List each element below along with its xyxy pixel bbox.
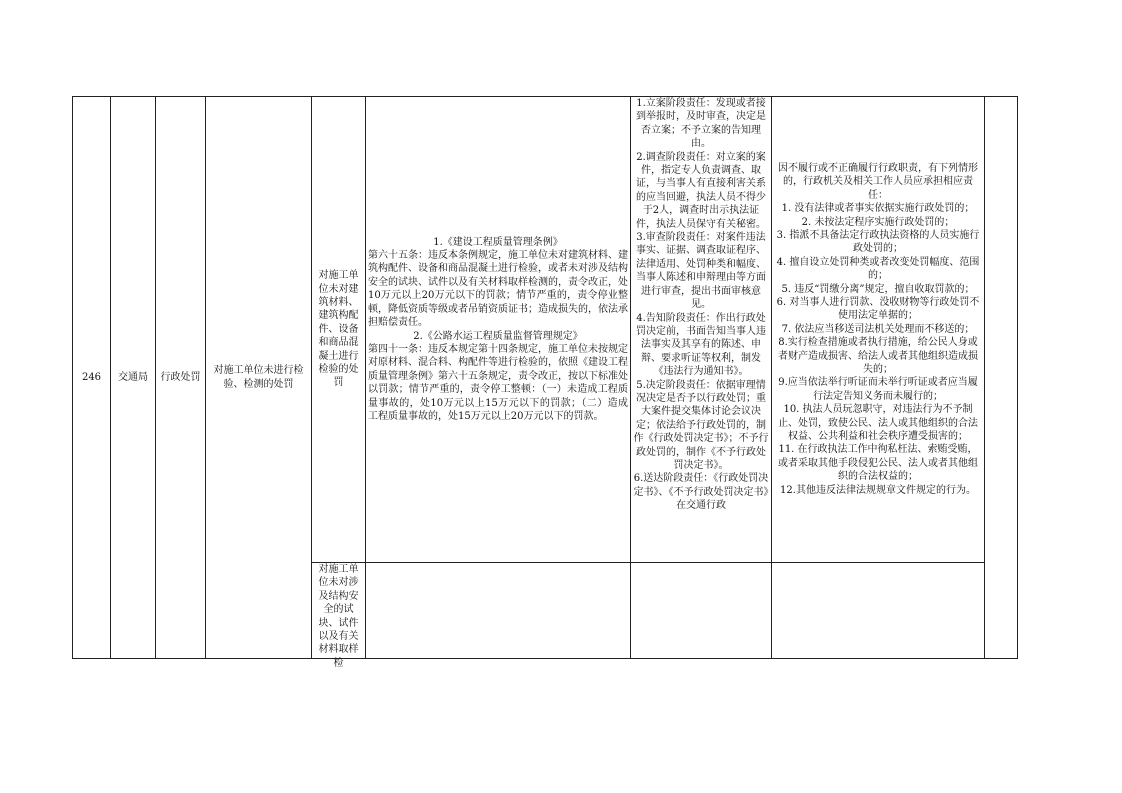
duty-line: 3.审查阶段责任：对案件违法事实、证据、调查取证程序、法律适用、处罚种类和幅度、当事人陈述和申辩理由等方面进行审查，提出书面审核意见。 [636,232,766,311]
liability-cell [772,97,985,563]
liability-cell [772,563,985,659]
basis-line: 2.《公路水运工程质量监督管理规定》 [413,330,583,342]
liability-line: 9.应当依法举行听证而未举行听证或者应当履行法定告知义务而未履行的； [778,377,978,402]
liability-line: 5. 违反“罚缴分离”规定，擅自收取罚款的； [781,283,975,295]
remark-cell [985,97,1018,659]
liability-line: 10. 执法人员玩忽职守，对违法行为不予制止、处罚，致使公民、法人或其他组织的合法权益、公共利益和社会秩序遭受损害的； [778,404,978,443]
duty-cell [631,563,772,659]
basis-line: 第六十五条：违反本条例规定，施工单位未对建筑材料、建筑构配件、设备和商品混凝土进行检验，或者未对涉及结构安全的试块、试件以及有关材料取样检测的，责令改正，处10万元以上20万元以下的罚款；情节严重的，责令停业整顿，降低资质等级或者吊销资质证书；造成损失的，依法承担赔偿责任。 [368,250,628,329]
power-type-cell: 行政处罚 [156,97,206,659]
liability-line: 11. 在行政执法工作中徇私枉法、索贿受贿，或者采取其他手段侵犯公民、法人或者其他组织的合法权益的； [778,444,978,483]
liability-line: 6. 对当事人进行罚款、没收财物等行政处罚不使用法定单据的； [776,296,980,322]
duty-cell [631,97,772,563]
liability-line: 3. 指派不具备法定行政执法资格的人员实施行政处罚的； [776,229,980,255]
sub-item-text: 对施工单位未对建筑材料、建筑构配件、设备和商品混凝土进行检验的处罚 [318,270,359,389]
sub-item-cell [312,97,366,563]
power-list-table [72,96,1018,669]
basis-line: 1.《建设工程质量管理条例》 [433,236,563,248]
liability-line: 4. 擅自设立处罚种类或者改变处罚幅度、范围的； [776,256,980,282]
duty-line: 5.决定阶段责任：依据审理情况决定是否予以行政处罚；重大案件提交集体讨论会议决定；依法给予行政处罚的，制作《行政处罚决定书》；不予行政处罚的，制作《不予行政处罚决定书》。 [633,379,769,471]
duty-line: 1.立案阶段责任：发现或者接到举报时，及时审查，决定是否立案；不予立案的告知理由。 [636,98,766,150]
liability-line: 2. 未按法定程序实施行政处罚的； [801,216,955,228]
liability-line: 12.其他违反法律法规规章文件规定的行为。 [780,484,976,496]
duty-line: 2.调查阶段责任：对立案的案件，指定专人负责调查、取证，与当事人有直接利害关系的应当回避，执法人员不得少于2人，调查时出示执法证件，执法人员保守有关秘密。 [636,151,766,230]
legal-basis-cell [366,97,631,563]
basis-line: 第四十一条：违反本规定第十四条规定，施工单位未按规定对原材料、混合料、构配件等进行检验的，依照《建设工程质量管理条例》第六十五条规定，责令改正，按以下标准处以罚款；情节严重的，责令停工整顿：（一）未造成工程质量事故的，处10万元以上15万元以下的罚款；（二）造成工程质量事故的，处15万元以上20万元以下的罚款。 [368,343,628,422]
liability-line: 7. 依法应当移送司法机关处理而不移送的； [781,323,975,335]
duty-line: 6.送达阶段责任：《行政处罚决定书》、《不予行政处罚决定书》在交通行政 [633,473,769,512]
table-row [73,97,1018,563]
department-cell: 交通局 [111,97,156,659]
duty-line: 4.告知阶段责任：作出行政处罚决定前，书面告知当事人违法事实及其享有的陈述、申辩、要求听证等权利，制发《违法行为通知书》。 [636,312,766,378]
legal-basis-cell [366,563,631,659]
liability-line: 因不履行或不正确履行行政职责，有下列情形的，行政机关及相关工作人员应承担相应责任： [778,162,978,201]
item-name-cell: 对施工单位未进行检验、检测的处罚 [206,97,312,659]
liability-line: 8.实行检查措施或者执行措施，给公民人身或者财产造成损害、给法人或者其他组织造成损失的； [778,337,978,376]
liability-line: 1. 没有法律或者事实依据实施行政处罚的； [781,203,975,215]
row-number: 246 [73,97,111,659]
sub-item-text: 对施工单位未对涉及结构安全的试块、试件以及有关材料取样检 [318,564,359,669]
sub-item-cell [312,563,366,669]
